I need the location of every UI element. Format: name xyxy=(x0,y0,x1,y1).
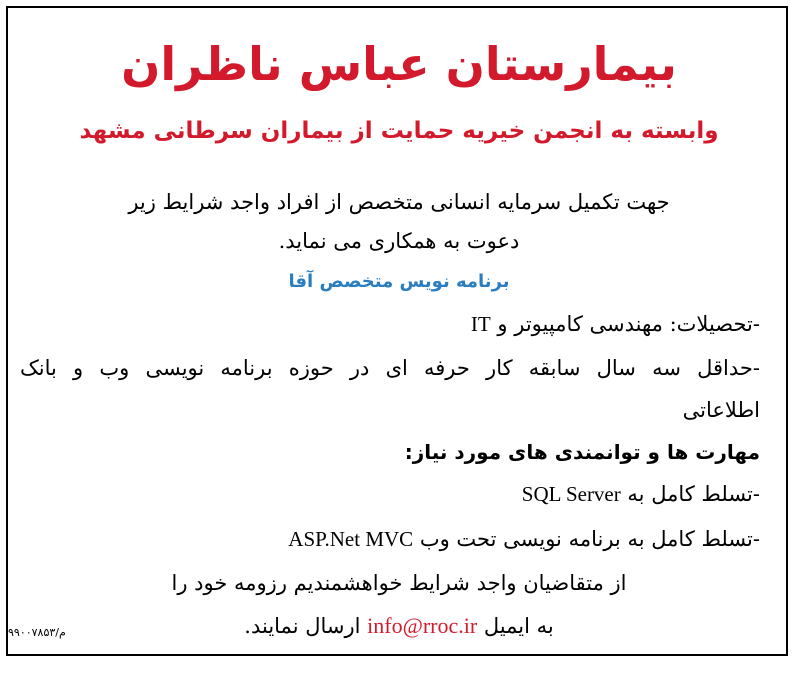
affiliation-subtitle: وابسته به انجمن خیریه حمایت از بیماران سرطانی مشهد xyxy=(79,118,719,144)
job-title: برنامه نویس متخصص آقا xyxy=(288,271,510,292)
skill-sql-server-latin: SQL Server xyxy=(521,482,621,506)
intro-line-2: دعوت به همکاری می نماید. xyxy=(278,229,520,253)
ad-code: م/۹۹۰۰۷۸۵۳ xyxy=(8,626,66,639)
closing-before-email: به ایمیل xyxy=(477,614,554,638)
requirement-experience: -حداقل سه سال سابقه کار حرفه ای در حوزه برنامه نویسی وب و بانک xyxy=(20,356,760,380)
requirement-education-latin: IT xyxy=(470,312,491,336)
intro-line-1: جهت تکمیل سرمایه انسانی متخصص از افراد واجد شرایط زیر xyxy=(128,190,670,214)
closing-line-1: از متقاضیان واجد شرایط خواهشمندیم رزومه خود را xyxy=(171,571,627,595)
requirement-experience-continued: اطلاعاتی xyxy=(682,398,760,422)
email-link[interactable]: info@rroc.ir xyxy=(367,613,478,638)
skills-heading: مهارت ها و توانمندی های مورد نیاز: xyxy=(404,440,760,464)
requirement-education xyxy=(471,308,760,340)
hospital-name-title: بیمارستان عباس ناظران xyxy=(121,37,677,91)
skill-aspnet-mvc xyxy=(288,523,760,555)
closing-after-email: ارسال نمایند. xyxy=(244,614,368,638)
skill-aspnet-mvc-latin: ASP.Net MVC xyxy=(288,527,414,551)
skill-sql-server-text: -تسلط کامل به xyxy=(620,482,760,506)
requirement-education-text: -تحصیلات: مهندسی کامپیوتر و xyxy=(490,312,760,336)
skill-aspnet-mvc-text: -تسلط کامل به برنامه نویسی تحت وب xyxy=(413,527,760,551)
closing-line-2 xyxy=(0,610,798,642)
skill-sql-server xyxy=(522,478,760,510)
